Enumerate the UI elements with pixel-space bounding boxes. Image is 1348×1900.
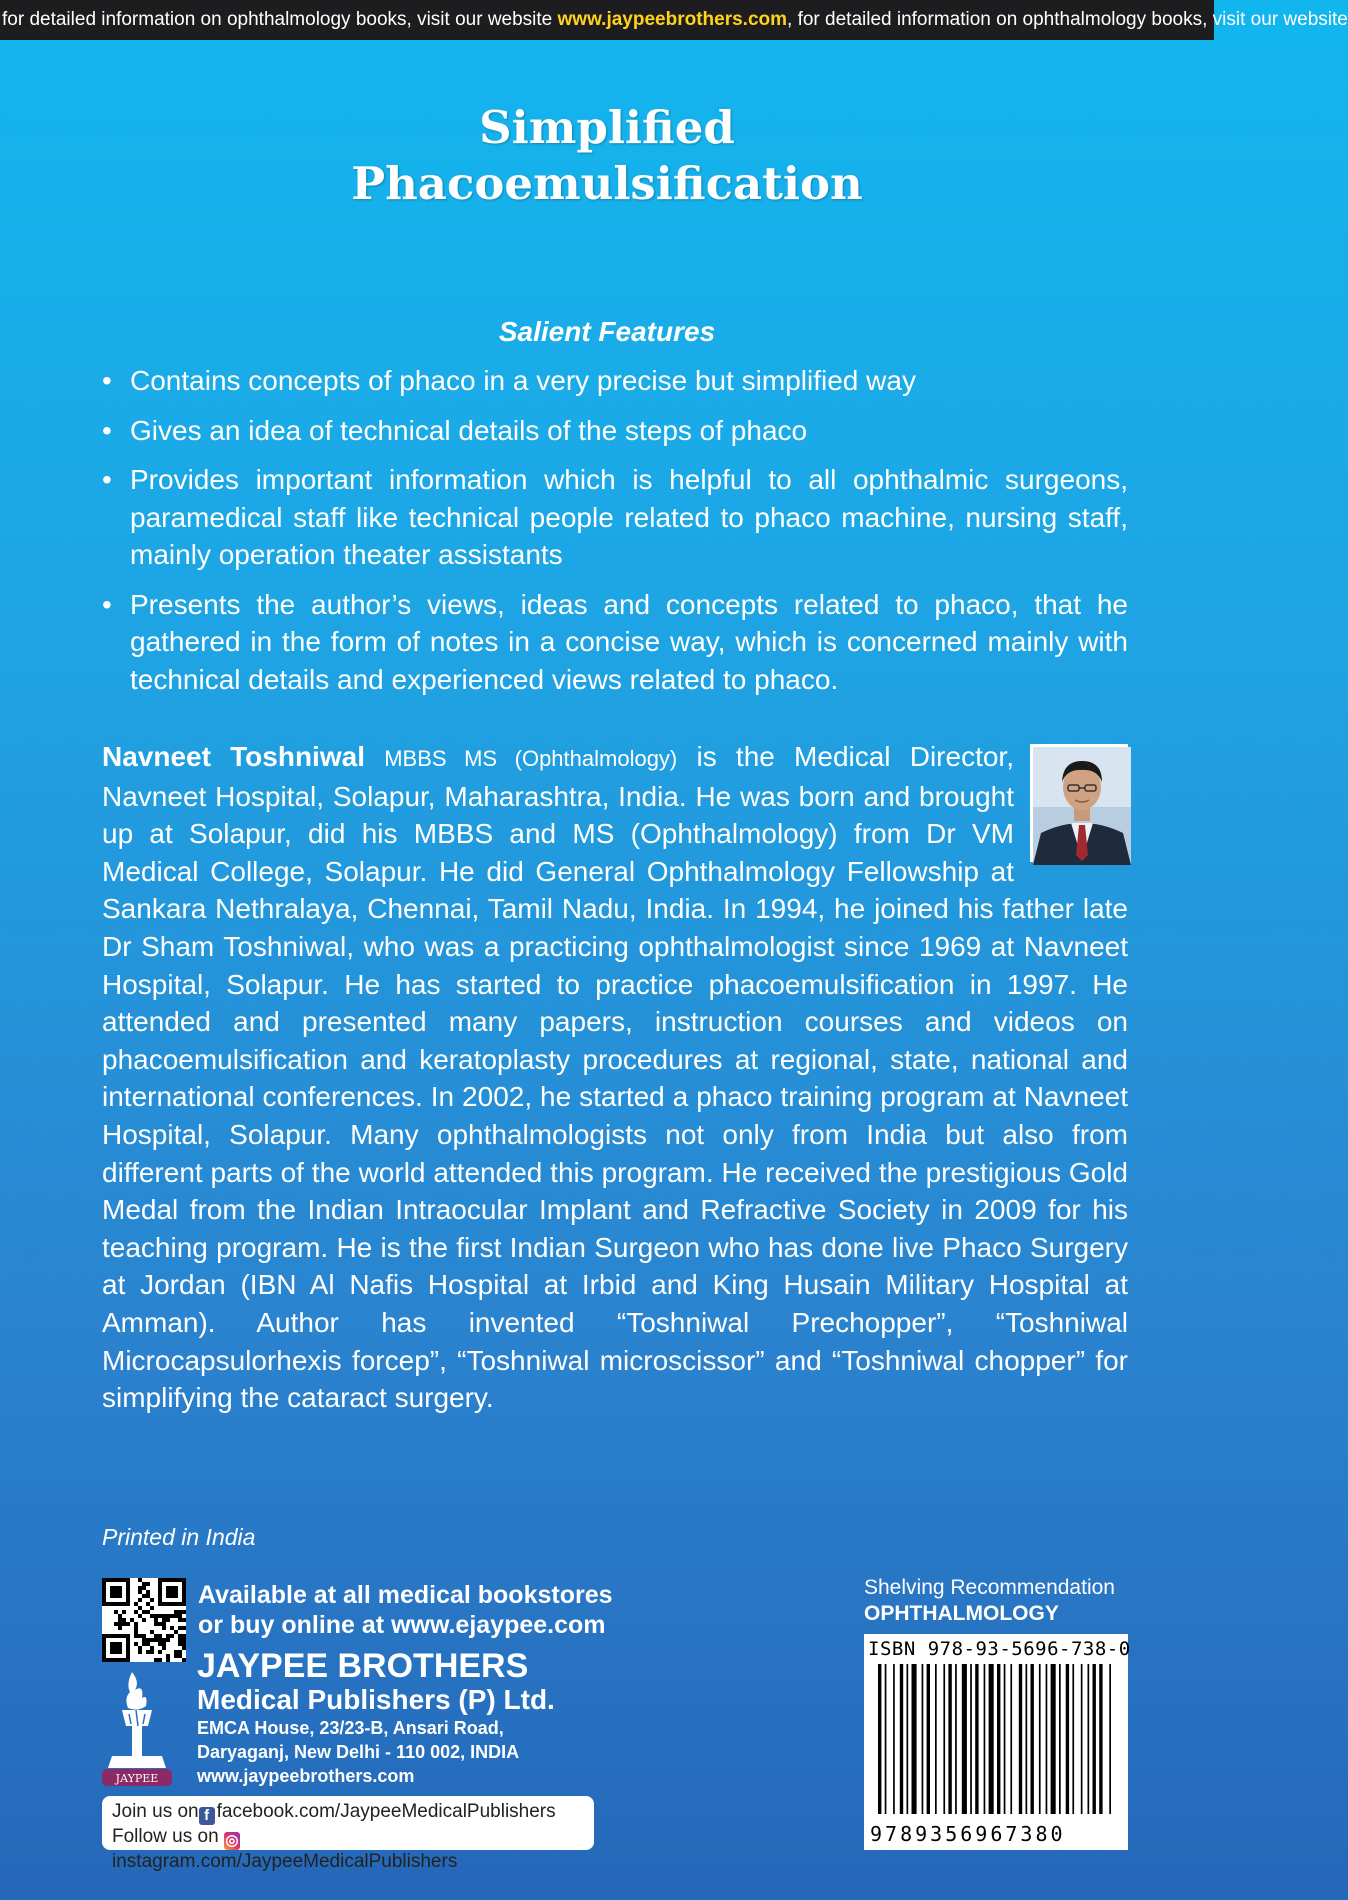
- barcode-bar: [1093, 1664, 1096, 1814]
- barcode-bar: [997, 1664, 1000, 1814]
- qr-module: [138, 1606, 142, 1610]
- qr-module: [134, 1634, 138, 1638]
- book-title-line2: Phacoemulsification: [351, 157, 863, 210]
- qr-module: [126, 1622, 130, 1626]
- qr-module: [134, 1630, 138, 1634]
- barcode-bar: [922, 1664, 924, 1814]
- qr-module: [162, 1618, 166, 1622]
- qr-module: [162, 1614, 166, 1618]
- qr-module: [174, 1650, 178, 1654]
- qr-module: [162, 1646, 166, 1650]
- salient-features-heading: Salient Features: [498, 316, 716, 347]
- qr-module: [158, 1650, 162, 1654]
- barcode-bar: [1026, 1664, 1028, 1814]
- qr-module: [130, 1618, 134, 1622]
- qr-module: [142, 1634, 146, 1638]
- qr-module: [182, 1634, 186, 1638]
- qr-module: [118, 1614, 122, 1618]
- qr-module: [178, 1610, 182, 1614]
- qr-module: [142, 1610, 146, 1614]
- qr-module: [138, 1634, 142, 1638]
- qr-module: [114, 1610, 118, 1614]
- qr-module: [142, 1618, 146, 1622]
- author-name: Navneet Toshniwal: [102, 741, 365, 772]
- barcode-bar: [970, 1664, 972, 1814]
- qr-module: [118, 1622, 122, 1626]
- facebook-link[interactable]: facebook.com/JaypeeMedicalPublishers: [216, 1801, 556, 1822]
- barcode-bar: [955, 1664, 957, 1814]
- qr-module: [178, 1654, 182, 1658]
- qr-module: [166, 1614, 170, 1618]
- facebook-icon: f: [199, 1807, 215, 1825]
- qr-module: [138, 1590, 142, 1594]
- barcode-bar: [1066, 1664, 1069, 1814]
- qr-module: [174, 1630, 178, 1634]
- qr-module: [138, 1646, 142, 1650]
- qr-module: [174, 1610, 178, 1614]
- qr-module: [146, 1602, 150, 1606]
- qr-module: [178, 1614, 182, 1618]
- barcode-bar: [962, 1664, 967, 1814]
- barcode-bar: [1088, 1664, 1090, 1814]
- qr-module: [154, 1638, 158, 1642]
- join-label: Join us on: [112, 1801, 199, 1822]
- qr-module: [170, 1626, 174, 1630]
- barcode-bar: [1039, 1664, 1041, 1814]
- book-title: [0, 100, 1214, 212]
- qr-module: [182, 1618, 186, 1622]
- jaypee-logo-text: JAYPEE: [115, 1772, 159, 1785]
- qr-module: [150, 1614, 154, 1618]
- barcode-bar: [1031, 1664, 1034, 1814]
- qr-module: [122, 1610, 126, 1614]
- qr-module: [150, 1598, 154, 1602]
- qr-module: [166, 1634, 170, 1638]
- feature-text: Presents the author’s views, ideas and concepts related to phaco, that he gathered in the form of notes in a concise way, which is concerned mainly with technical details and experienced views related to phaco.: [130, 588, 1128, 695]
- qr-module: [166, 1658, 170, 1662]
- qr-module: [162, 1622, 166, 1626]
- ticker-website-link[interactable]: www.jaypeebrothers.com: [557, 9, 788, 30]
- qr-module: [146, 1610, 150, 1614]
- qr-module: [118, 1618, 122, 1622]
- feature-item: [102, 586, 1128, 699]
- qr-module: [122, 1618, 126, 1622]
- qr-module: [150, 1646, 154, 1650]
- qr-module: [114, 1622, 118, 1626]
- qr-module: [138, 1650, 142, 1654]
- bullet-icon: •: [102, 414, 112, 446]
- ticker-text-end: , for detailed information on ophthalmology books, visit our website: [787, 9, 1348, 30]
- book-title-line1: Simplified: [479, 101, 735, 154]
- barcode-bar: [1099, 1664, 1102, 1814]
- qr-module: [150, 1638, 154, 1642]
- printed-in-india: Printed in India: [102, 1524, 256, 1550]
- qr-module: [158, 1614, 162, 1618]
- qr-module: [182, 1626, 186, 1630]
- qr-module: [134, 1642, 138, 1646]
- qr-module: [158, 1638, 162, 1642]
- barcode-bar: [948, 1664, 951, 1814]
- author-bio: [102, 738, 1128, 1417]
- top-ticker-banner: [0, 0, 1348, 40]
- qr-module: [158, 1634, 162, 1638]
- barcode-bar: [975, 1664, 978, 1814]
- barcode-bar: [989, 1664, 994, 1814]
- qr-module: [154, 1618, 158, 1622]
- ticker-text-start: for detailed information on ophthalmology books, visit our website: [2, 9, 558, 30]
- shelving-recommendation: [864, 1575, 1128, 1627]
- qr-module: [146, 1594, 150, 1598]
- qr-module: [178, 1638, 182, 1642]
- qr-module: [162, 1638, 166, 1642]
- qr-module: [142, 1642, 146, 1646]
- qr-module: [154, 1634, 158, 1638]
- shelving-category: OPHTHALMOLOGY: [864, 1602, 1059, 1625]
- qr-module: [166, 1638, 170, 1642]
- qr-module: [166, 1654, 170, 1658]
- feature-text: Contains concepts of phaco in a very precise but simplified way: [130, 365, 916, 396]
- qr-module: [158, 1642, 162, 1646]
- facebook-row: [112, 1800, 584, 1825]
- qr-module: [146, 1638, 150, 1642]
- barcode-bar: [1004, 1664, 1006, 1814]
- qr-module: [150, 1630, 154, 1634]
- qr-module: [178, 1618, 182, 1622]
- barcode-bar: [927, 1664, 930, 1814]
- barcode-bar: [900, 1664, 903, 1814]
- isbn-barcode: [864, 1634, 1131, 1850]
- barcode-bar: [1051, 1664, 1056, 1814]
- author-credentials: MBBS MS (Ophthalmology): [384, 746, 678, 771]
- qr-module: [134, 1610, 138, 1614]
- qr-module: [158, 1658, 162, 1662]
- feature-text: Provides important information which is helpful to all ophthalmic surgeons, paramedical staff like technical people related to phaco machine, nursing staff, mainly operation theater assistants: [130, 464, 1128, 570]
- qr-module: [178, 1626, 182, 1630]
- barcode-bar: [1081, 1664, 1083, 1814]
- qr-module: [170, 1614, 174, 1618]
- qr-module: [134, 1602, 138, 1606]
- qr-module: [182, 1610, 186, 1614]
- qr-module: [182, 1646, 186, 1650]
- barcode-bar: [943, 1664, 945, 1814]
- barcode-bar: [1072, 1664, 1074, 1814]
- qr-module: [146, 1650, 150, 1654]
- availability-note: [198, 1580, 613, 1640]
- barcode-bar: [935, 1664, 937, 1814]
- qr-module: [138, 1614, 142, 1618]
- author-photo: [1030, 744, 1128, 862]
- qr-module: [150, 1606, 154, 1610]
- qr-module: [158, 1622, 162, 1626]
- qr-module: [174, 1654, 178, 1658]
- qr-module: [178, 1650, 182, 1654]
- jaypee-torch-logo-icon: [102, 1668, 172, 1786]
- qr-module: [138, 1598, 142, 1602]
- shelving-label: Shelving Recommendation: [864, 1576, 1115, 1599]
- qr-module: [154, 1658, 158, 1662]
- barcode-bar: [878, 1664, 881, 1814]
- barcode-bar: [1046, 1664, 1048, 1814]
- publisher-name: JAYPEE BROTHERS: [197, 1647, 529, 1685]
- instagram-link[interactable]: instagram.com/JaypeeMedicalPublishers: [112, 1851, 458, 1872]
- qr-module: [150, 1650, 154, 1654]
- availability-line2: or buy online at www.ejaypee.com: [198, 1611, 606, 1639]
- qr-module: [138, 1578, 142, 1582]
- qr-module: [138, 1586, 142, 1590]
- barcode-icon: [868, 1660, 1124, 1820]
- feature-text: Gives an idea of technical details of the steps of phaco: [130, 414, 808, 446]
- barcode-bar: [885, 1664, 887, 1814]
- qr-module: [142, 1586, 146, 1590]
- availability-line1: Available at all medical bookstores: [198, 1581, 613, 1609]
- qr-module: [174, 1614, 178, 1618]
- qr-code-icon: [102, 1578, 186, 1662]
- feature-item: [102, 412, 1128, 450]
- feature-item: [102, 461, 1128, 574]
- publisher-block: [197, 1648, 555, 1788]
- barcode-bar: [893, 1664, 895, 1814]
- qr-module: [118, 1626, 122, 1630]
- publisher-address-line2: Daryaganj, New Delhi - 110 002, INDIA: [197, 1742, 520, 1762]
- qr-module: [166, 1618, 170, 1622]
- author-portrait-icon: [1033, 747, 1131, 865]
- follow-label: Follow us on: [112, 1826, 219, 1847]
- barcode-bar: [1010, 1664, 1012, 1814]
- qr-module: [162, 1642, 166, 1646]
- qr-module: [178, 1634, 182, 1638]
- feature-item: [102, 362, 1128, 400]
- qr-module: [162, 1626, 166, 1630]
- social-links-box: [102, 1796, 594, 1872]
- instagram-row: [112, 1825, 584, 1873]
- salient-features-list: [102, 362, 1128, 710]
- qr-module: [134, 1622, 138, 1626]
- barcode-bar: [1059, 1664, 1061, 1814]
- publisher-subtitle: Medical Publishers (P) Ltd.: [197, 1684, 555, 1715]
- bullet-icon: •: [102, 588, 112, 620]
- qr-module: [182, 1642, 186, 1646]
- qr-module: [142, 1594, 146, 1598]
- qr-code-graphic: [102, 1578, 186, 1662]
- qr-module: [182, 1658, 186, 1662]
- author-bio-text: is the Medical Director, Navneet Hospital, Solapur, Maharashtra, India. He was born and brought up at Solapur, did his MBBS and MS (Ophthalmology) from Dr VM Medical College, Solapur. He did General Ophthalmology Fellowship at Sankara Nethralaya, Chennai, Tamil Nadu, India. In 1994, he joined his father late Dr Sham Toshniwal, who was a practicing ophthalmologist since 1969 at Navneet Hospital, Solapur. He has started to practice phacoemulsification in 1997. He attended and presented many papers, instruction courses and videos on phacoemulsification and keratoplasty procedures at regional, state, national and international conferences. In 2002, he started a phaco training program at Navneet Hospital, Solapur. Many ophthalmologists not only from India but also from different parts of the world attended this program. He received the prestigious Gold Medal from the Indian Intraocular Implant and Refractive Society in 2009 for his teaching program. He is the first Indian Surgeon who has done live Phaco Surgery at Jordan (IBN Al Nafis Hospital at Irbid and King Husain Military Hospital at Amman). Author has invented “Toshniwal Prechopper”, “Toshniwal Microcapsulorhexis forcep”, “Toshniwal microscissor” and “Toshniwal chopper” for simplifying the cataract surgery.: [102, 741, 1128, 1414]
- publisher-address-line1: EMCA House, 23/23-B, Ansari Road,: [197, 1718, 504, 1738]
- qr-module: [122, 1622, 126, 1626]
- qr-module: [170, 1634, 174, 1638]
- barcode-bar: [984, 1664, 986, 1814]
- barcode-bar: [1019, 1664, 1022, 1814]
- qr-module: [182, 1638, 186, 1642]
- qr-module: [154, 1622, 158, 1626]
- ean-digits: 9789356967380: [870, 1822, 1066, 1846]
- instagram-icon: ◎: [225, 1832, 239, 1849]
- barcode-bar: [907, 1664, 909, 1814]
- bullet-icon: •: [102, 365, 112, 396]
- qr-module: [146, 1590, 150, 1594]
- qr-module: [178, 1642, 182, 1646]
- qr-module: [134, 1626, 138, 1630]
- qr-module: [142, 1638, 146, 1642]
- barcode-bar: [1109, 1664, 1111, 1814]
- qr-module: [146, 1582, 150, 1586]
- qr-module: [146, 1642, 150, 1646]
- bullet-icon: •: [102, 464, 112, 495]
- qr-module: [154, 1614, 158, 1618]
- barcode-bar: [912, 1664, 917, 1814]
- isbn-number: ISBN 978-93-5696-738-0: [868, 1638, 1131, 1660]
- publisher-website[interactable]: www.jaypeebrothers.com: [197, 1766, 415, 1786]
- qr-module: [142, 1582, 146, 1586]
